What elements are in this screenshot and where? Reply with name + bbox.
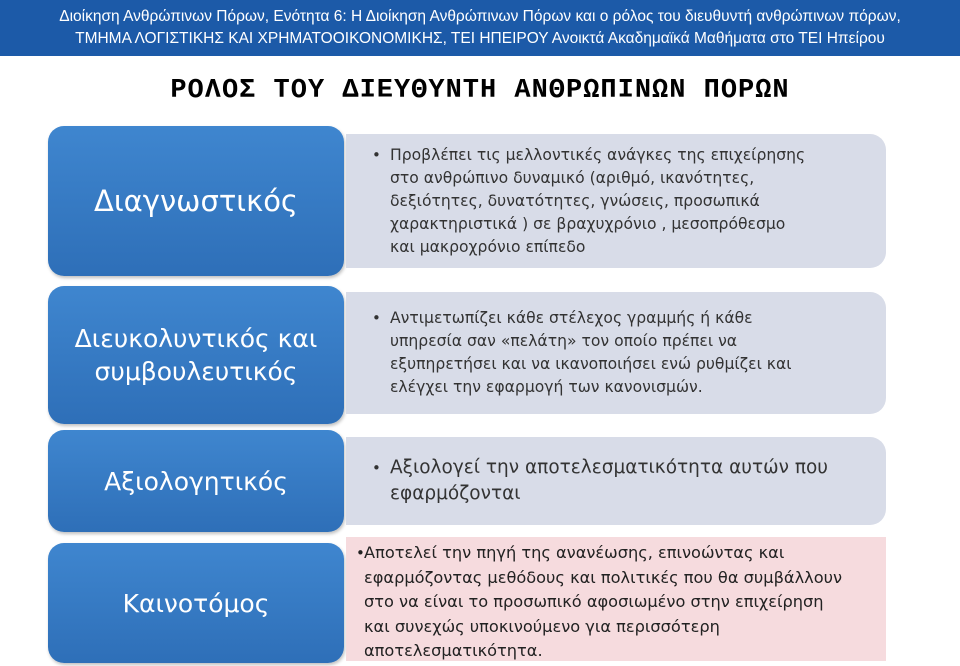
header-line-2: ΤΜΗΜΑ ΛΟΓΙΣΤΙΚΗΣ ΚΑΙ ΧΡΗΜΑΤΟΟΙΚΟΝΟΜΙΚΗΣ, ΤΕΙ ΗΠΕΙΡΟΥ Ανοικτά Ακαδημαϊκά Μαθήματα στο ΤΕΙ Ηπείρου [75, 30, 885, 47]
role-description-text: Αντιμετωπίζει κάθε στέλεχος γραμμής ή κάθε υπηρεσία σαν «πελάτη» τον οποίο πρέπει να εξυπηρετήσει και να ικανοποιήσει ενώ ρυθμίζει και ελέγχει την εφαρμογή των κανονισμών. [390, 309, 792, 396]
role-description-text: Αποτελεί την πηγή της ανανέωσης, επινοώντας και εφαρμόζοντας μεθόδους και πολιτικές που θα συμβάλλουν στο να είναι το προσωπικό αφοσιωμένο στην επιχείρηση και συνεχώς υποκινούμενο για περισσότερη αποτελεσματικότητα. [364, 543, 843, 660]
role-description-text: Προβλέπει τις μελλοντικές ανάγκες της επιχείρησης στο ανθρώπινο δυναμικό (αριθμό, ικανότητες, δεξιότητες, δυνατότητες, γνώσεις, προσωπικά χαρακτηριστικά ) σε βραχυχρόνιο , μεσοπρόθεσμο και μακροχρόνιο επίπεδο [390, 146, 806, 256]
page-title: ΡΟΛΟΣ ΤΟΥ ΔΙΕΥΘΥΝΤΗ ΑΝΘΡΩΠΙΝΩΝ ΠΟΡΩΝ [170, 76, 790, 106]
role-description-diagnostic [346, 134, 886, 268]
role-description-text: Αξιολογεί την αποτελεσματικότητα αυτών που εφαρμόζονται [390, 457, 829, 504]
bullet: • [372, 459, 381, 477]
role-label-diagnostic [48, 126, 344, 276]
role-label-text: Αξιολογητικός [104, 466, 288, 496]
role-description-facilitative [346, 292, 886, 414]
role-label-facilitative [48, 286, 344, 424]
header-line-1: Διοίκηση Ανθρώπινων Πόρων, Ενότητα 6: Η Διοίκηση Ανθρώπινων Πόρων και ο ρόλος του διευθυντή ανθρώπινων πόρων, [59, 8, 901, 25]
role-label-evaluative [48, 430, 344, 532]
role-label-text: Καινοτόμος [122, 588, 270, 618]
bullet: • [372, 146, 381, 164]
bullet: • [356, 544, 365, 562]
role-label-innovative [48, 543, 344, 663]
header-banner [0, 0, 960, 56]
role-label-text: Διευκολυντικός και συμβουλευτικός [74, 324, 318, 386]
bullet: • [372, 309, 381, 327]
role-description-innovative [346, 537, 886, 661]
role-description-evaluative [346, 437, 886, 525]
role-label-text: Διαγνωστικός [94, 183, 298, 218]
